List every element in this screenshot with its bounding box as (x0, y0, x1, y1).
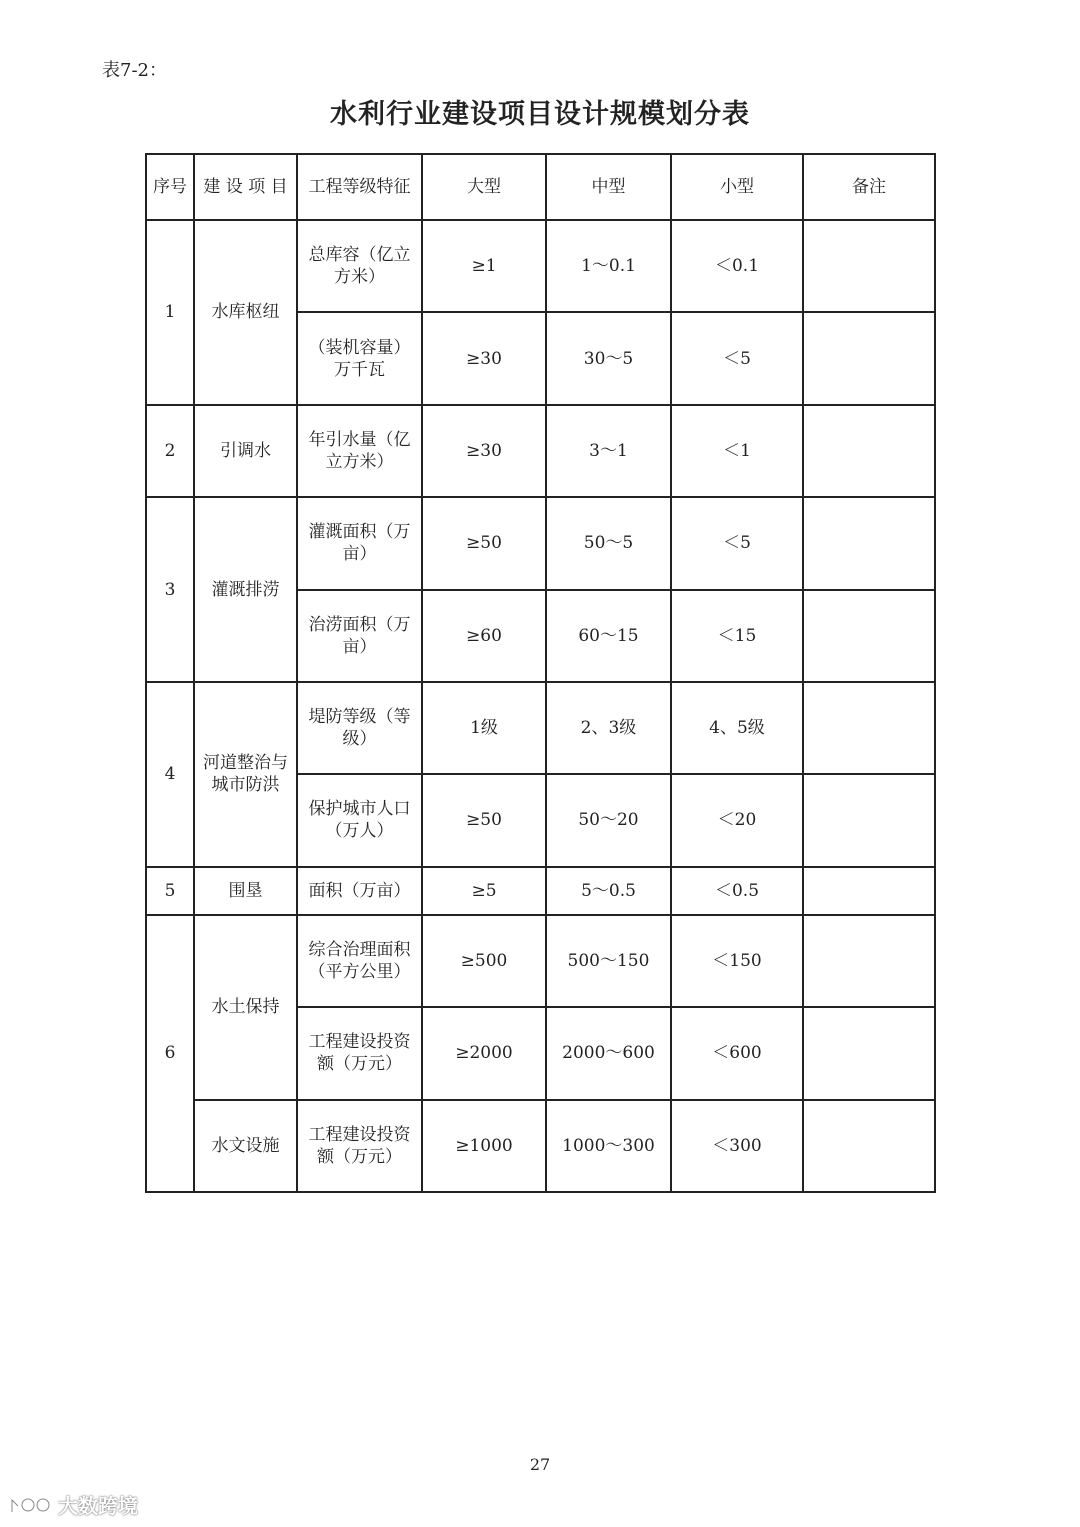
cell-small: ＜5 (671, 312, 803, 404)
design-scale-table (145, 153, 936, 1193)
watermark (8, 1490, 138, 1519)
cell-medium: 50～20 (546, 774, 671, 866)
table-row (146, 220, 935, 312)
cell-medium: 50～5 (546, 497, 671, 589)
cell-small: ＜0.1 (671, 220, 803, 312)
cell-feature: 工程建设投资额（万元） (297, 1100, 422, 1192)
cell-medium: 1000～300 (546, 1100, 671, 1192)
cell-feature: 堤防等级（等级） (297, 682, 422, 774)
cell-seq: 6 (146, 915, 194, 1192)
table-row (146, 1100, 935, 1192)
cell-feature: 综合治理面积（平方公里） (297, 915, 422, 1007)
cell-note (803, 405, 935, 497)
cell-medium: 2、3级 (546, 682, 671, 774)
cell-project: 水文设施 (194, 1100, 297, 1192)
cell-project: 围垦 (194, 867, 297, 915)
cell-note (803, 312, 935, 404)
header-large: 大型 (422, 154, 546, 220)
cell-medium: 30～5 (546, 312, 671, 404)
cell-large: ≥500 (422, 915, 546, 1007)
document-title: 水利行业建设项目设计规模划分表 (330, 99, 750, 130)
cell-small: ＜20 (671, 774, 803, 866)
cell-small: ＜1 (671, 405, 803, 497)
cell-large: ≥50 (422, 497, 546, 589)
table-row (146, 867, 935, 915)
table-row (146, 497, 935, 589)
cell-large: 1级 (422, 682, 546, 774)
cell-feature: 灌溉面积（万亩） (297, 497, 422, 589)
cell-large: ≥30 (422, 312, 546, 404)
cell-seq: 2 (146, 405, 194, 497)
cell-note (803, 497, 935, 589)
cell-project: 引调水 (194, 405, 297, 497)
cell-note (803, 1100, 935, 1192)
cell-large: ≥60 (422, 590, 546, 682)
table-row (146, 915, 935, 1007)
cell-seq: 4 (146, 682, 194, 867)
cell-note (803, 1007, 935, 1099)
cell-small: ＜15 (671, 590, 803, 682)
header-project: 建 设 项 目 (194, 154, 297, 220)
cell-small: ＜5 (671, 497, 803, 589)
cell-note (803, 590, 935, 682)
cell-medium: 60～15 (546, 590, 671, 682)
cell-large: ≥5 (422, 867, 546, 915)
cell-small: ＜150 (671, 915, 803, 1007)
cell-medium: 1～0.1 (546, 220, 671, 312)
header-feature: 工程等级特征 (297, 154, 422, 220)
cell-large: ≥50 (422, 774, 546, 866)
cell-seq: 1 (146, 220, 194, 405)
cell-note (803, 682, 935, 774)
cell-small: ＜0.5 (671, 867, 803, 915)
cell-note (803, 915, 935, 1007)
cell-medium: 500～150 (546, 915, 671, 1007)
cell-feature: 工程建设投资额（万元） (297, 1007, 422, 1099)
header-small: 小型 (671, 154, 803, 220)
cell-feature: 总库容（亿立方米） (297, 220, 422, 312)
cell-medium: 3～1 (546, 405, 671, 497)
cell-large: ≥2000 (422, 1007, 546, 1099)
cell-large: ≥1000 (422, 1100, 546, 1192)
table-label: 表7-2： (102, 60, 167, 81)
cell-feature: 保护城市人口（万人） (297, 774, 422, 866)
cell-seq: 5 (146, 867, 194, 915)
watermark-logo-icon (8, 1494, 54, 1516)
cell-small: ＜300 (671, 1100, 803, 1192)
cell-small: ＜600 (671, 1007, 803, 1099)
cell-seq: 3 (146, 497, 194, 682)
cell-feature: 面积（万亩） (297, 867, 422, 915)
cell-feature: 年引水量（亿立方米） (297, 405, 422, 497)
header-medium: 中型 (546, 154, 671, 220)
table-row (146, 682, 935, 774)
cell-medium: 2000～600 (546, 1007, 671, 1099)
cell-project: 河道整治与城市防洪 (194, 682, 297, 867)
table-row (146, 405, 935, 497)
cell-note (803, 220, 935, 312)
cell-feature: 治涝面积（万亩） (297, 590, 422, 682)
watermark-text: 大数跨境 (58, 1494, 138, 1518)
header-note: 备注 (803, 154, 935, 220)
cell-feature: （装机容量）万千瓦 (297, 312, 422, 404)
cell-large: ≥30 (422, 405, 546, 497)
cell-medium: 5～0.5 (546, 867, 671, 915)
cell-project: 灌溉排涝 (194, 497, 297, 682)
header-row (146, 154, 935, 220)
cell-project: 水土保持 (194, 915, 297, 1100)
header-seq: 序号 (146, 154, 194, 220)
cell-large: ≥1 (422, 220, 546, 312)
cell-small: 4、5级 (671, 682, 803, 774)
cell-note (803, 774, 935, 866)
cell-project: 水库枢纽 (194, 220, 297, 405)
cell-note (803, 867, 935, 915)
page-number: 27 (529, 1455, 551, 1474)
